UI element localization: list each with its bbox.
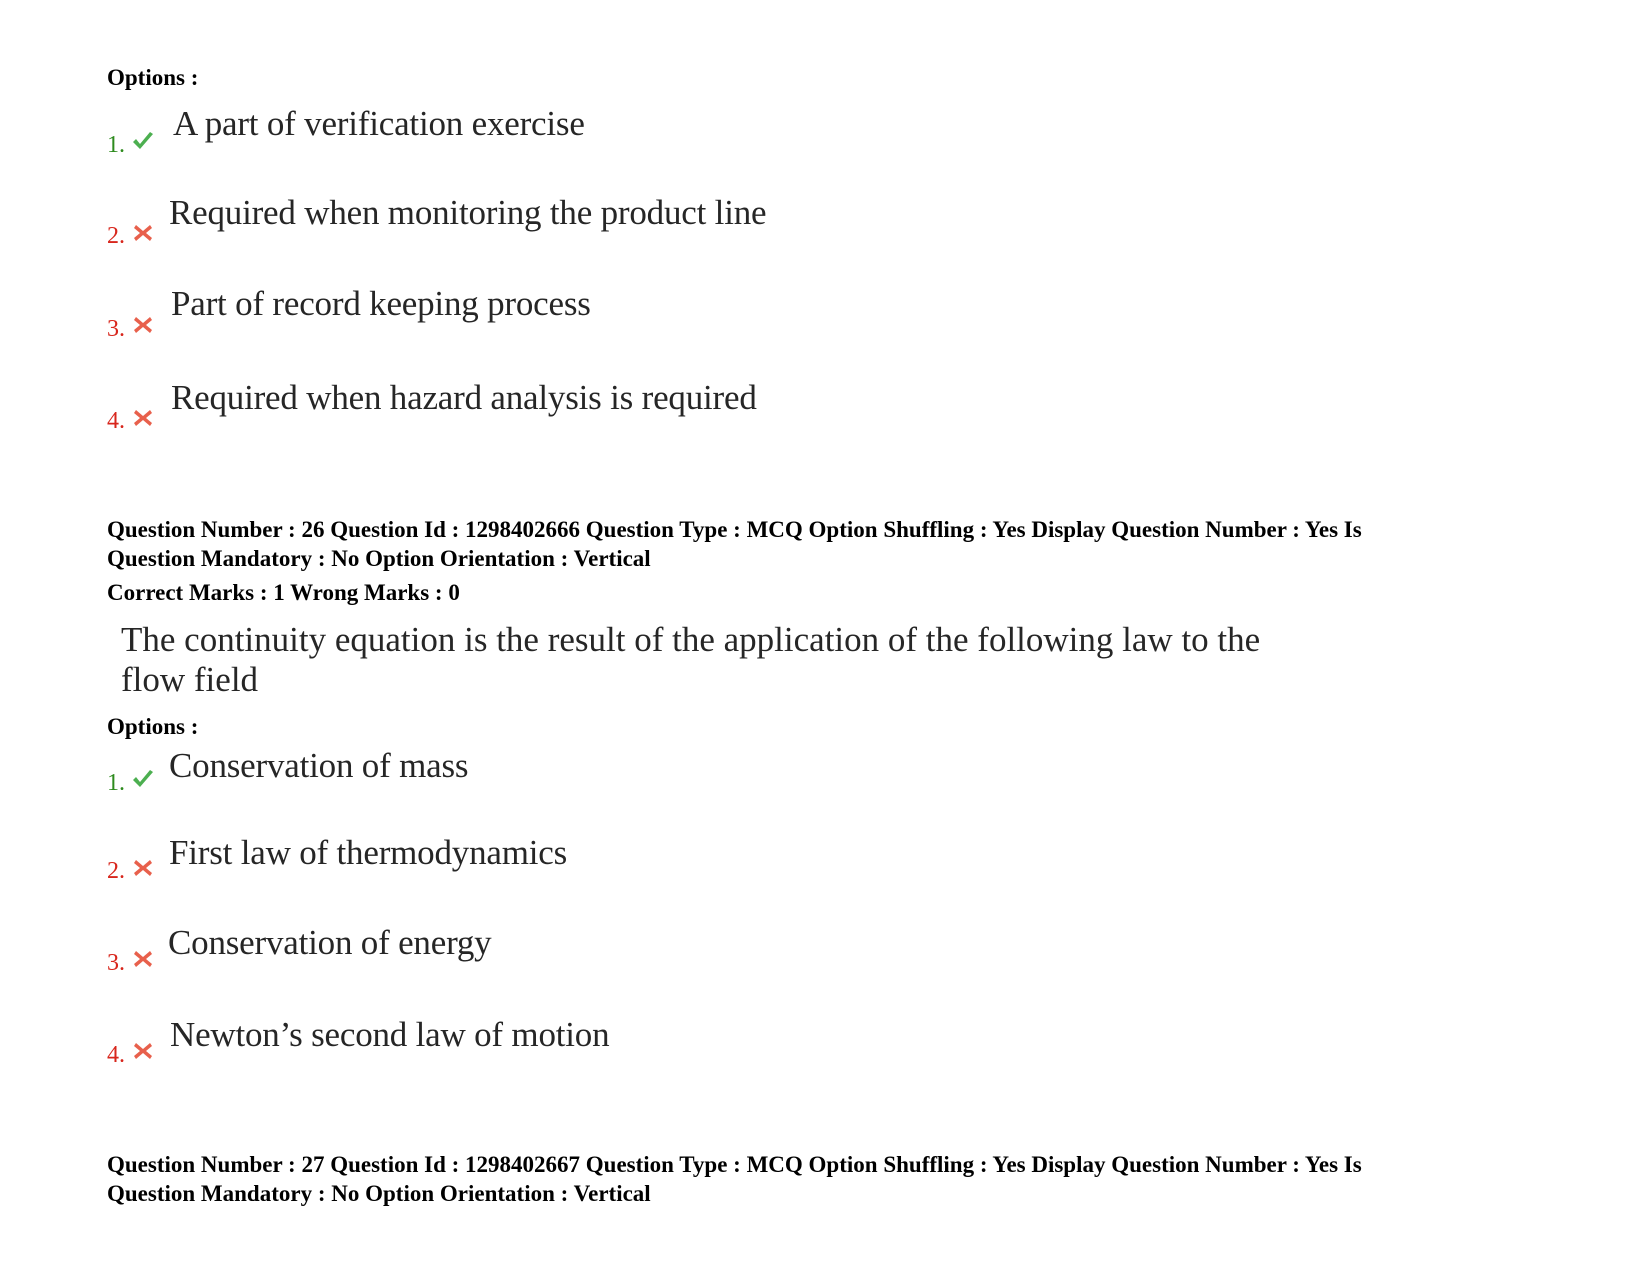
cross-icon <box>131 856 155 880</box>
question-meta <box>107 515 1557 573</box>
option-item <box>107 100 907 160</box>
option-item <box>107 746 907 806</box>
option-number: 2. <box>107 223 125 249</box>
option-text: Conservation of energy <box>168 923 492 962</box>
question-meta <box>107 1150 1557 1208</box>
option-number: 1. <box>107 770 125 796</box>
question-text-line: The continuity equation is the result of the application of the following law to the <box>121 620 1261 659</box>
option-text: Required when monitoring the product line <box>169 193 767 232</box>
cross-icon <box>131 1039 155 1063</box>
question-marks: Correct Marks : 1 Wrong Marks : 0 <box>107 580 460 605</box>
option-number: 3. <box>107 950 125 976</box>
check-icon <box>131 767 155 791</box>
option-item <box>107 923 907 983</box>
question-text <box>121 620 1281 700</box>
options-label: Options : <box>107 65 199 90</box>
option-item <box>107 1015 907 1075</box>
option-number: 3. <box>107 316 125 342</box>
question-meta-line: Question Mandatory : No Option Orientation : Vertical <box>107 546 651 571</box>
options-label: Options : <box>107 714 199 739</box>
option-item <box>107 378 907 438</box>
option-number: 1. <box>107 132 125 158</box>
question-text-line: flow field <box>121 660 259 699</box>
option-text: Required when hazard analysis is required <box>171 378 757 417</box>
option-text: A part of verification exercise <box>173 104 585 143</box>
option-text: Newton’s second law of motion <box>170 1015 610 1054</box>
cross-icon <box>131 406 155 430</box>
option-text: First law of thermodynamics <box>169 833 568 872</box>
option-number: 4. <box>107 408 125 434</box>
option-text: Part of record keeping process <box>171 284 591 323</box>
check-icon <box>131 129 155 153</box>
cross-icon <box>131 221 155 245</box>
option-item <box>107 833 907 893</box>
question-meta-line: Question Number : 26 Question Id : 1298402666 Question Type : MCQ Option Shuffling : Yes Display Question Number : Yes Is <box>107 517 1362 542</box>
option-item <box>107 284 907 344</box>
option-number: 4. <box>107 1042 125 1068</box>
option-item <box>107 193 907 253</box>
question-meta-line: Question Number : 27 Question Id : 1298402667 Question Type : MCQ Option Shuffling : Yes Display Question Number : Yes Is <box>107 1152 1362 1177</box>
cross-icon <box>131 313 155 337</box>
cross-icon <box>131 947 155 971</box>
option-text: Conservation of mass <box>169 746 469 785</box>
option-number: 2. <box>107 858 125 884</box>
question-meta-line: Question Mandatory : No Option Orientation : Vertical <box>107 1181 651 1206</box>
